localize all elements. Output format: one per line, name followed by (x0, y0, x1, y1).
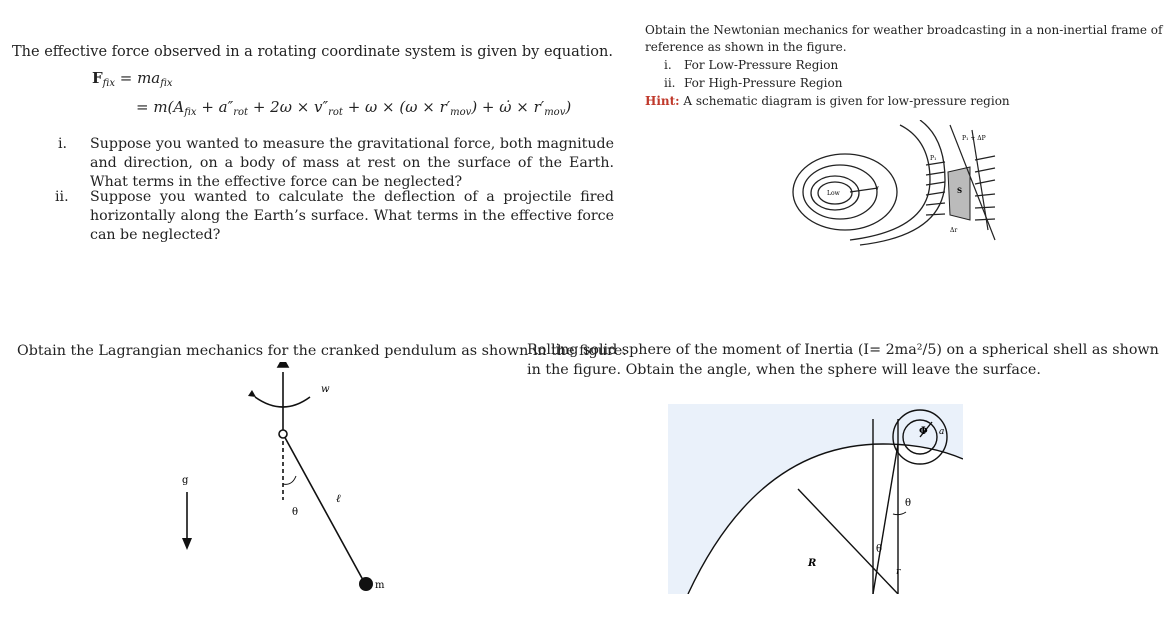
s-label: S (957, 186, 963, 195)
theta-label: θ (292, 507, 299, 518)
phi-label: Φ (919, 426, 928, 437)
q4-line-1: Rolling solid sphere of the moment of Inertia (I= 2ma²/5) on a spherical shell as shown (527, 342, 1159, 358)
q1-item-2-number: ii. (55, 189, 69, 205)
l-label: ℓ (336, 492, 341, 505)
low-pressure-diagram (780, 120, 1010, 250)
m-label: m (375, 580, 385, 591)
w-label: w (321, 384, 330, 395)
q4-line-2: in the figure. Obtain the angle, when the sphere will leave the surface. (527, 362, 1041, 378)
equation-line-2: = $m(A_{fix} + a''_{rot} + 2\omega \times v''_{rot} + \omega \times (\omega \times r'_{mov})$ + ω̇ × $r'_{mov}$) (136, 98, 572, 118)
q2-line-1: Obtain the Newtonian mechanics for weather broadcasting in a non-inertial frame of (645, 23, 1163, 37)
q2-item-2-text: For High-Pressure Region (684, 76, 843, 90)
r-small-label: r (896, 567, 901, 577)
q3-text: Obtain the Lagrangian mechanics for the cranked pendulum as shown in the figure. (17, 343, 627, 359)
q2-item-1-text: For Low-Pressure Region (684, 58, 839, 72)
q1-intro: The effective force observed in a rotating coordinate system is given by equation. (12, 44, 613, 60)
rolling-sphere-diagram (668, 404, 963, 594)
dr-label: Δr (950, 227, 958, 234)
q2-line-2: reference as shown in the figure. (645, 40, 847, 54)
q1-item-1-text: Suppose you wanted to measure the gravitational force, both magnitude and direction, on a body of mass at rest on the surface of the Earth. What terms in the effective force can be neglected? (90, 136, 614, 190)
low-label: Low (827, 190, 840, 197)
q2-hint (645, 93, 1010, 111)
p-plus-label: P₁ + ΔP (962, 135, 986, 142)
q1-item-2-text: Suppose you wanted to calculate the deflection of a projectile fired horizontally along the Earth’s surface. What terms in the effective force can be neglected? (90, 189, 614, 243)
q1-item-1-number: i. (58, 136, 68, 152)
theta-upper-label: θ (905, 498, 912, 509)
equation-line-1: $F_{fix} = ma_{fix}$ (92, 69, 173, 89)
hint-label: Hint: (645, 94, 680, 108)
q2-item-2-number: ii. (664, 76, 676, 90)
r-label: r (876, 185, 879, 192)
theta-lower-label: θ (876, 544, 883, 555)
g-label: g (182, 475, 189, 486)
a-label: a (939, 427, 945, 437)
cranked-pendulum-diagram (160, 362, 400, 602)
p1-label: P₁ (930, 155, 937, 162)
q2-item-1-number: i. (664, 58, 672, 72)
R-label: R (808, 558, 817, 569)
hint-text: A schematic diagram is given for low-pressure region (679, 94, 1010, 108)
